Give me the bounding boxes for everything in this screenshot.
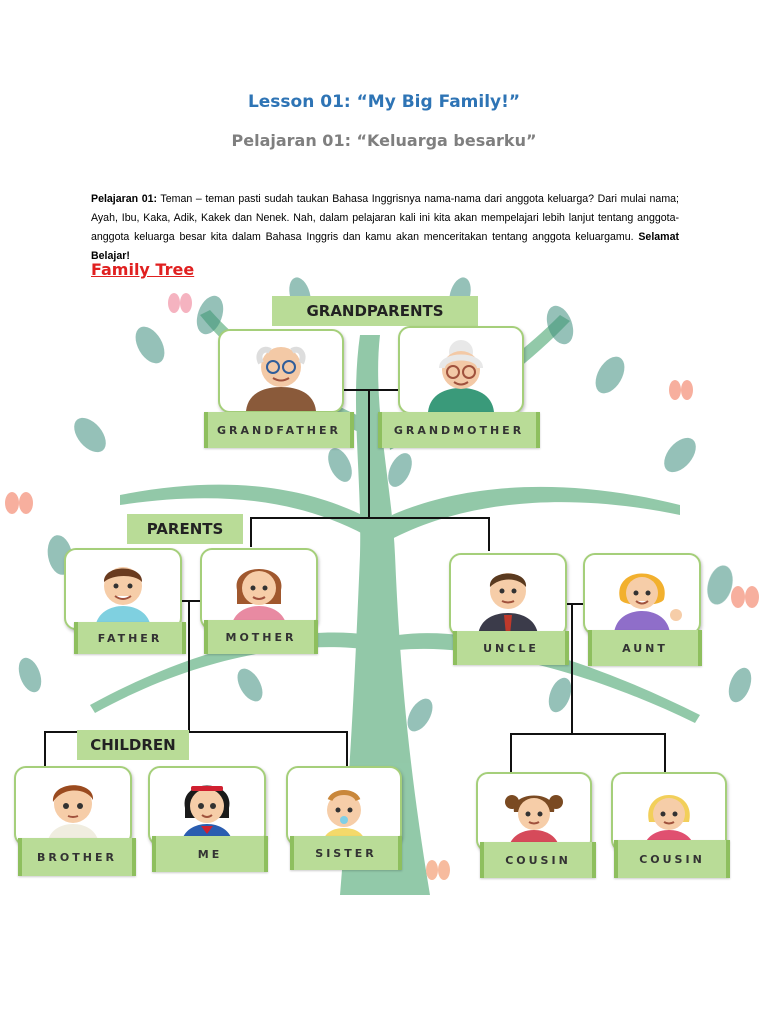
sister-card [286, 766, 402, 846]
cousin2-label: COUSIN [614, 840, 730, 878]
section-parents: PARENTS [127, 514, 243, 544]
brother-icon [23, 772, 123, 844]
connector-to-mother [250, 517, 252, 547]
father-card [64, 548, 182, 630]
me-card [148, 766, 266, 846]
uncle-label: UNCLE [453, 631, 569, 665]
father-icon [73, 554, 173, 628]
grandfather-card [218, 329, 344, 413]
aunt-icon [592, 559, 692, 633]
me-icon [157, 772, 257, 844]
connector-uncle-aunt-down [571, 603, 573, 733]
cousin1-card [476, 772, 592, 852]
grandmother-icon [406, 332, 516, 412]
section-grandparents: GRANDPARENTS [272, 296, 478, 326]
uncle-icon [458, 559, 558, 635]
connector-to-brother [44, 731, 46, 767]
family-tree-heading: Family Tree [91, 260, 195, 279]
section-children: CHILDREN [77, 730, 189, 760]
connector-to-cousin2 [664, 733, 666, 773]
grandmother-label: GRANDMOTHER [378, 412, 540, 448]
intro-lead: Pelajaran 01: [91, 192, 158, 205]
sister-label: SISTER [290, 836, 402, 870]
connector-to-sister [346, 731, 348, 767]
me-label: ME [152, 836, 268, 872]
intro-closing: Selamat Belajar! [91, 230, 679, 262]
grandfather-icon [226, 333, 336, 411]
connector-grandparents-down [368, 389, 370, 517]
cousin1-label: COUSIN [480, 842, 596, 878]
brother-label: BROTHER [18, 838, 136, 876]
connector-grandparents [342, 389, 398, 391]
aunt-card [583, 553, 701, 635]
aunt-label: AUNT [588, 630, 702, 666]
brother-card [14, 766, 132, 846]
mother-label: MOTHER [204, 620, 318, 654]
connector-cousins-bar [510, 733, 666, 735]
mother-card [200, 548, 318, 630]
lesson-title: Lesson 01: “My Big Family!” [247, 92, 521, 112]
grandmother-card [398, 326, 524, 414]
connector-parents-couple [180, 600, 202, 602]
sister-icon [294, 772, 394, 844]
connector-to-cousin1 [510, 733, 512, 773]
lesson-subtitle: Pelajaran 01: “Keluarga besarku” [231, 131, 537, 150]
connector-parents-down [188, 600, 190, 732]
connector-to-uncle [488, 517, 490, 551]
father-label: FATHER [74, 622, 186, 654]
grandfather-label: GRANDFATHER [204, 412, 354, 448]
connector-parents-bar [250, 517, 490, 519]
uncle-card [449, 553, 567, 637]
intro-body: Teman – teman pasti sudah taukan Bahasa Inggrisnya nama-nama dari anggota keluarga? Dari mulai nama; Ayah, Ibu, Kaka, Adik, Kakek dan Nenek. Nah, dalam pelajaran kali ini kita akan mempelajari lebih lanjut tentang anggota-anggota keluarga besar kita dalam Bahasa Inggris dan kamu akan menceritakan tentang anggota keluargamu. [91, 192, 679, 243]
cousin1-icon [484, 778, 584, 850]
mother-icon [209, 554, 309, 628]
